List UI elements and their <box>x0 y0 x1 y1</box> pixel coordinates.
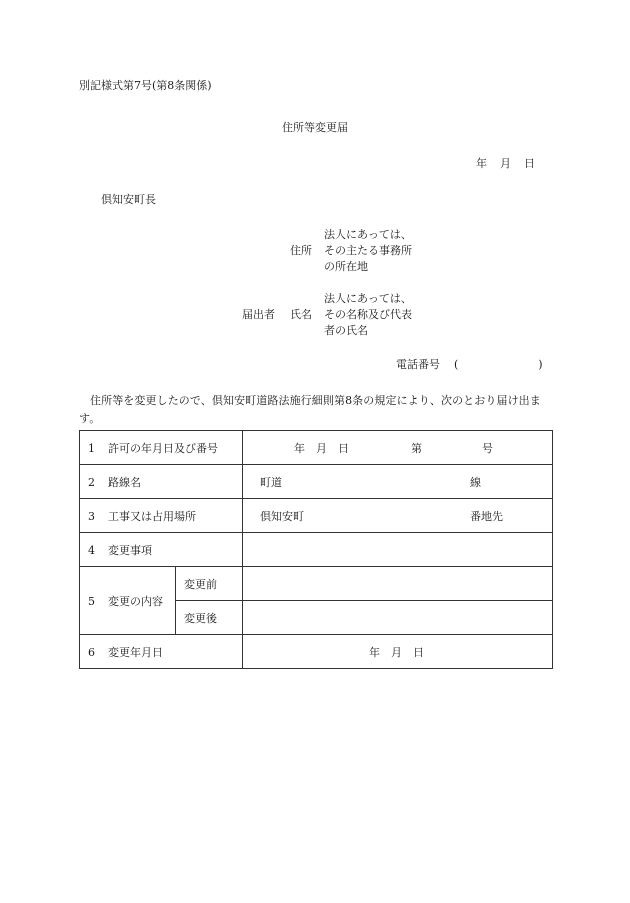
row6-number: 6 <box>88 645 95 659</box>
row4-label-cell <box>80 533 243 567</box>
notifier-label: 届出者 <box>242 308 275 321</box>
address-note <box>324 227 412 275</box>
row1-label: 許可の年月日及び番号 <box>108 441 218 455</box>
table-row <box>80 635 553 669</box>
body-text: 住所等を変更したので、倶知安町道路法施行細則第8条の規定により、次のとおり届け出ます。 <box>79 394 541 425</box>
row2-suffix: 線 <box>470 475 481 489</box>
form-number-label: 別記様式第7号(第8条関係) <box>79 79 212 92</box>
row3-value: 倶知安町 <box>260 509 304 523</box>
change-details-table <box>79 430 553 669</box>
row2-label-cell <box>80 465 243 499</box>
row3-suffix: 番地先 <box>470 509 503 523</box>
row6-value-cell <box>243 635 553 669</box>
row1-value-cell <box>243 431 553 465</box>
row2-number: 2 <box>88 475 95 489</box>
address-note-line-1: 法人にあっては、 <box>324 228 412 241</box>
row4-number: 4 <box>88 543 95 557</box>
address-note-line-2: その主たる事務所 <box>324 244 412 257</box>
row6-label: 変更年月日 <box>108 645 163 659</box>
row1-dai: 第 <box>411 441 422 455</box>
name-note-line-3: 者の氏名 <box>324 324 368 337</box>
row5-label: 変更の内容 <box>108 594 163 608</box>
table-row <box>80 499 553 533</box>
row1-label-cell <box>80 431 243 465</box>
table-row <box>80 567 553 601</box>
address-note-line-3: の所在地 <box>324 260 368 273</box>
name-note-line-2: その名称及び代表 <box>324 308 412 321</box>
row3-value-cell <box>243 499 553 533</box>
row5-before-label: 変更前 <box>176 567 243 601</box>
row5-number: 5 <box>88 594 95 608</box>
name-note <box>324 291 412 339</box>
row3-number: 3 <box>88 509 95 523</box>
row6-label-cell <box>80 635 243 669</box>
name-note-line-1: 法人にあっては、 <box>324 292 412 305</box>
table-row <box>80 465 553 499</box>
row6-date: 年 月 日 <box>369 645 424 659</box>
phone-label: 電話番号 <box>396 358 440 371</box>
submission-date: 年 月 日 <box>476 157 536 170</box>
row5-after-value-cell <box>243 601 553 635</box>
address-label: 住所 <box>290 244 312 257</box>
row3-label-cell <box>80 499 243 533</box>
row5-before-value-cell <box>243 567 553 601</box>
phone-paren-open: ( <box>454 358 459 371</box>
phone-number-line <box>396 357 543 373</box>
row1-go: 号 <box>482 441 493 455</box>
row5-label-cell <box>80 567 176 635</box>
row1-number: 1 <box>88 441 95 455</box>
table-row <box>80 431 553 465</box>
row2-label: 路線名 <box>108 475 141 489</box>
row4-label: 変更事項 <box>108 543 152 557</box>
row3-label: 工事又は占用場所 <box>108 509 196 523</box>
document-title: 住所等変更届 <box>282 121 348 134</box>
row5-after-label: 変更後 <box>176 601 243 635</box>
row4-value-cell <box>243 533 553 567</box>
name-label: 氏名 <box>290 308 312 321</box>
row1-date: 年 月 日 <box>294 441 349 455</box>
table-row <box>80 533 553 567</box>
row2-value-cell <box>243 465 553 499</box>
phone-paren-close: ) <box>538 358 543 371</box>
addressee: 倶知安町長 <box>101 193 156 206</box>
row2-value: 町道 <box>260 475 282 489</box>
